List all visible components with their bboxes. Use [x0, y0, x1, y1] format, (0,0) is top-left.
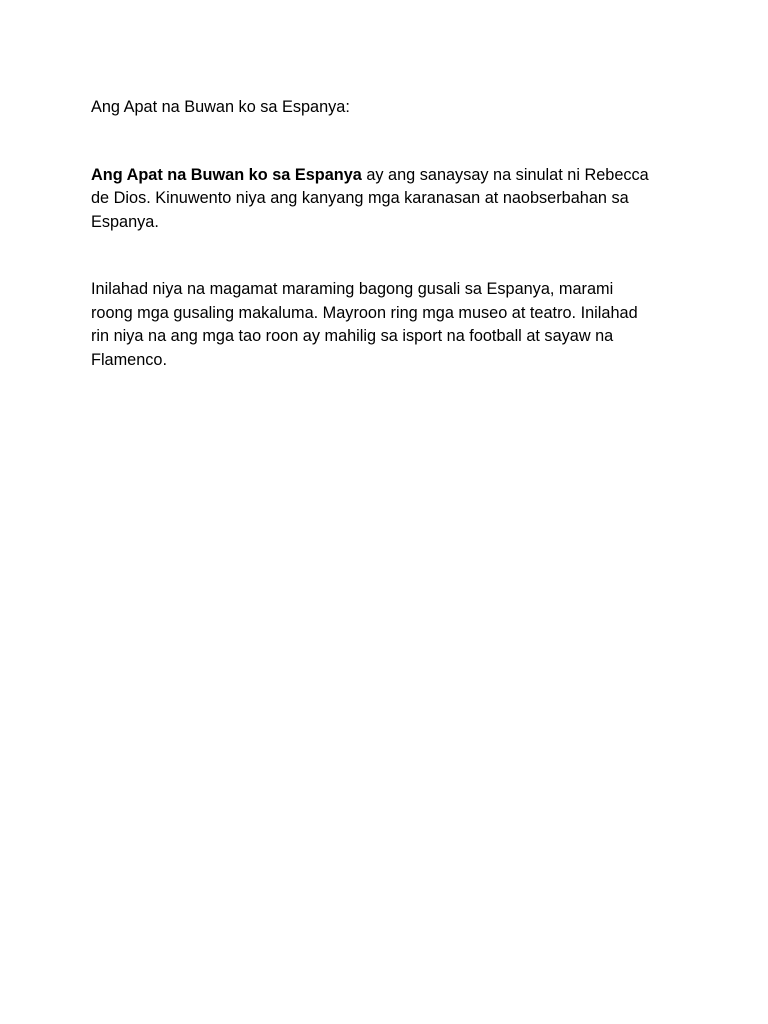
paragraph-intro-line1-rest: ay ang sanaysay na sinulat ni Rebecca	[361, 165, 649, 184]
paragraph-observations-line2: roong mga gusaling makaluma. Mayroon ring mga museo at teatro. Inilahad	[91, 303, 638, 322]
paragraph-observations-line1: Inilahad niya na magamat maraming bagong gusali sa Espanya, marami	[91, 280, 614, 298]
document-title: Ang Apat na Buwan ko sa Espanya:	[91, 98, 350, 116]
paragraph-intro	[91, 164, 681, 235]
paragraph-observations-line4: Flamenco.	[91, 350, 168, 369]
paragraph-intro-line3: Espanya.	[91, 212, 159, 231]
document-body	[91, 96, 681, 372]
paragraph-observations-line3: rin niya na ang mga tao roon ay mahilig sa isport na football at sayaw na	[91, 327, 614, 345]
paragraph-observations	[91, 278, 681, 372]
paragraph-intro-line2: de Dios. Kinuwento niya ang kanyang mga karanasan at naobserbahan sa	[91, 189, 629, 207]
essay-title-bold: Ang Apat na Buwan ko sa Espanya	[91, 165, 362, 184]
